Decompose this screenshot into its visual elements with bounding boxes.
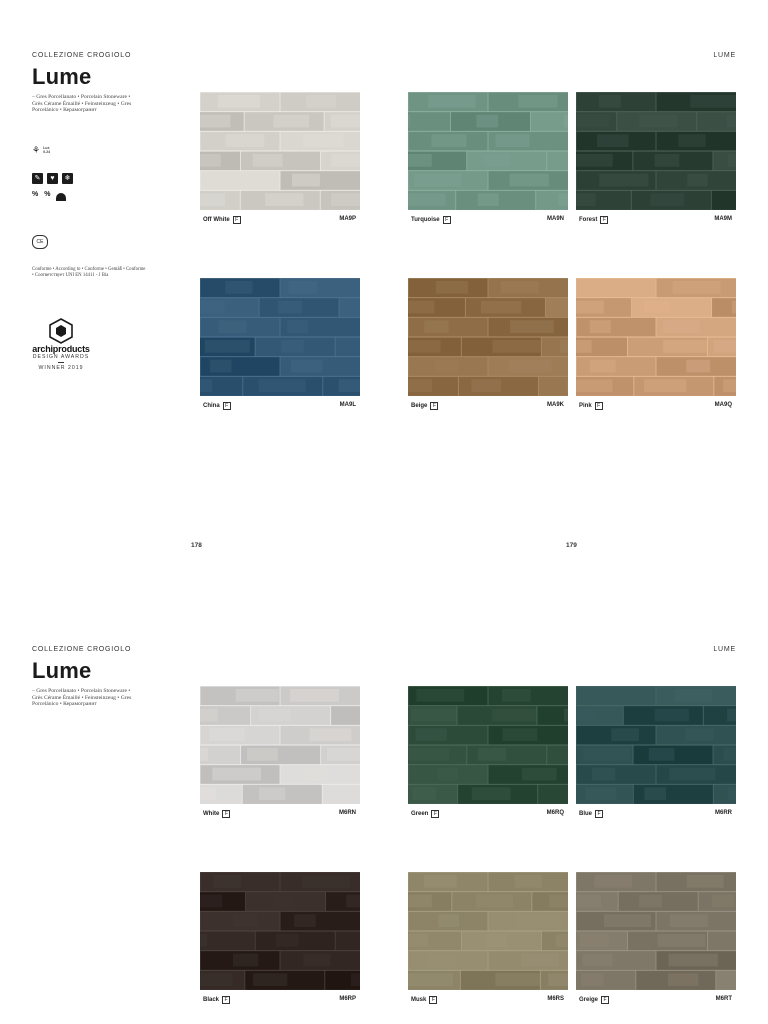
swatch-caption	[200, 993, 360, 1005]
swatch-caption	[200, 807, 360, 819]
finish-badge: F	[222, 996, 230, 1004]
ce-mark-icon: CE	[32, 235, 48, 249]
swatch-caption	[200, 213, 360, 225]
swatch-code: M6RT	[715, 996, 732, 1002]
swatch-name	[203, 216, 241, 224]
swatch-china	[200, 278, 360, 396]
award-hexagon-icon	[49, 318, 73, 344]
cert-icons	[32, 191, 66, 201]
finish-badge: F	[233, 216, 241, 224]
swatch-name-text: Pink	[579, 403, 592, 409]
swatch-green	[408, 686, 568, 804]
swatch-musk	[408, 872, 568, 990]
swatch-code: MA9K	[546, 402, 564, 408]
swatch-blue	[576, 686, 736, 804]
swatch-caption	[576, 399, 736, 411]
swatch-code: MA9M	[714, 216, 732, 222]
tile-texture	[408, 278, 568, 396]
swatch-code: MA9N	[546, 216, 564, 222]
swatch-name	[579, 402, 603, 410]
finish-badge: F	[600, 216, 608, 224]
swatch-caption	[576, 807, 736, 819]
material-description: – Gres Porcellanato • Porcelain Stoneware • Grès Cérame Émaillé • Feinsteinzeug • Gres Porcelánico • Керамогранит	[32, 94, 132, 114]
swatch-name-text: Beige	[411, 403, 428, 409]
tile-texture	[576, 686, 736, 804]
collection-label: COLLEZIONE CROGIOLO	[32, 52, 132, 59]
award-title: DESIGN AWARDS	[32, 354, 90, 360]
swatch-name-text: Greige	[579, 997, 599, 1003]
finish-badge: F	[601, 996, 609, 1004]
frost-resistant-icon: ✎	[32, 173, 43, 184]
finish-badge: F	[431, 810, 439, 818]
page-number-left: 178	[191, 542, 202, 549]
swatch-code: MA9L	[339, 402, 356, 408]
swatch-name	[411, 216, 451, 224]
finish-badge: F	[222, 810, 230, 818]
tile-texture	[200, 278, 360, 396]
swatch-name	[203, 996, 230, 1004]
finish-badge: F	[223, 402, 231, 410]
swatch-caption	[408, 213, 568, 225]
lux-label: Lux	[43, 146, 50, 150]
rating-icon: %	[32, 191, 39, 198]
swatch-name-text: Green	[411, 811, 429, 817]
swatch-name	[203, 810, 230, 818]
swatch-white	[200, 686, 360, 804]
swatch-caption	[408, 807, 568, 819]
swatch-pink	[576, 278, 736, 396]
tile-texture	[408, 92, 568, 210]
award-block	[32, 318, 90, 371]
swatch-code: M6RS	[547, 996, 564, 1002]
running-header: LUME	[713, 52, 736, 59]
swatch-name-text: Off White	[203, 217, 230, 223]
swatch-name-text: Musk	[411, 997, 427, 1003]
swatch-name	[579, 996, 609, 1004]
swatch-code: M6RP	[339, 996, 356, 1002]
feature-icons	[32, 173, 73, 184]
material-description-2: – Gres Porcellanato • Porcelain Stoneware • Grès Cérame Émaillé • Feinsteinzeug • Gres Porcelánico • Керамогранит	[32, 688, 132, 708]
swatch-caption	[408, 993, 568, 1005]
page-number-right: 179	[566, 542, 577, 549]
tile-texture	[408, 686, 568, 804]
lux-icon: ⚘	[32, 145, 41, 155]
award-brand: archiproducts	[32, 344, 90, 354]
finish-badge: F	[595, 402, 603, 410]
swatch-beige	[408, 278, 568, 396]
lux-value: 0.24	[43, 150, 51, 154]
snowflake-icon: ❄	[62, 173, 73, 184]
award-year: WINNER 2019	[38, 364, 84, 371]
slip-rating-icon: %	[44, 191, 51, 198]
tile-texture	[200, 92, 360, 210]
swatch-name	[411, 996, 437, 1004]
swatch-code: M6RR	[714, 810, 732, 816]
swatch-name-text: Black	[203, 997, 220, 1003]
finish-badge: F	[430, 402, 438, 410]
tile-texture	[576, 278, 736, 396]
swatch-caption	[200, 399, 360, 411]
tile-texture	[576, 92, 736, 210]
swatch-name-text: Turquoise	[411, 217, 440, 223]
swatch-name	[411, 810, 439, 818]
swatch-code: M6RQ	[546, 810, 564, 816]
tile-texture	[408, 872, 568, 990]
tile-texture	[200, 872, 360, 990]
series-title-2: Lume	[32, 658, 92, 683]
swatch-name-text: China	[203, 403, 220, 409]
swatch-caption	[408, 399, 568, 411]
swatch-name	[579, 216, 608, 224]
tile-texture	[200, 686, 360, 804]
tile-texture	[576, 872, 736, 990]
swatch-forest	[576, 92, 736, 210]
swatch-code: MA9Q	[714, 402, 732, 408]
swatch-name	[203, 402, 231, 410]
swatch-name	[579, 810, 603, 818]
stain-resistant-icon: ♥	[47, 173, 58, 184]
swatch-name-text: Blue	[579, 811, 593, 817]
finish-badge: F	[595, 810, 603, 818]
house-icon	[56, 193, 66, 201]
swatch-caption	[576, 993, 736, 1005]
finish-badge: F	[443, 216, 451, 224]
collection-label-2: COLLEZIONE CROGIOLO	[32, 646, 132, 653]
running-header-2: LUME	[713, 646, 736, 653]
swatch-off-white	[200, 92, 360, 210]
swatch-name-text: Forest	[579, 217, 598, 223]
swatch-code: M6RN	[338, 810, 356, 816]
series-title: Lume	[32, 64, 92, 89]
swatch-greige	[576, 872, 736, 990]
swatch-caption	[576, 213, 736, 225]
finish-badge: F	[429, 996, 437, 1004]
lux-block	[32, 146, 50, 155]
swatch-turquoise	[408, 92, 568, 210]
swatch-name-text: White	[203, 811, 220, 817]
swatch-black	[200, 872, 360, 990]
swatch-code: MA9P	[339, 216, 356, 222]
swatch-name	[411, 402, 438, 410]
conformity-note: Conforme • According to • Conforme • Gemäß • Conforme • Соответствует UNI EN 14411 - J Bia	[32, 267, 146, 278]
